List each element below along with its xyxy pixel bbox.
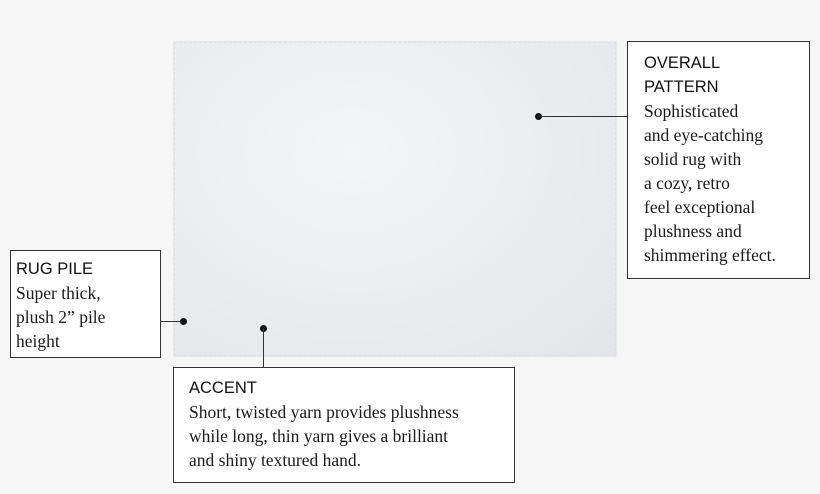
body-line: and shiny textured hand. (189, 450, 362, 470)
body-line: and eye-catching (644, 125, 764, 145)
heading-line: RUG PILE (16, 260, 94, 278)
body-line: while long, thin yarn gives a brilliant (189, 426, 449, 446)
heading-line: ACCENT (189, 379, 257, 397)
callout-heading (16, 257, 160, 281)
callout-heading (644, 51, 809, 99)
heading-line: OVERALL (644, 54, 721, 72)
body-line: plush 2” pile (16, 307, 106, 327)
rug-image (174, 42, 616, 356)
callout-rug-pile (10, 250, 161, 358)
body-line: shimmering effect. (644, 245, 776, 265)
body-line: plushness and (644, 221, 742, 241)
callout-overall-pattern (627, 41, 810, 279)
callout-body (644, 99, 809, 267)
body-line: Short, twisted yarn provides plushness (189, 402, 459, 422)
callout-heading (189, 376, 514, 400)
body-line: Sophisticated (644, 101, 739, 121)
callout-line-accent (263, 328, 264, 368)
callout-accent (173, 367, 515, 483)
callout-body (16, 281, 160, 353)
callout-line-rug-pile (160, 321, 182, 322)
callout-line-overall (538, 116, 627, 117)
body-line: solid rug with (644, 149, 742, 169)
body-line: Super thick, (16, 283, 101, 303)
heading-line: PATTERN (644, 78, 719, 96)
callout-body (189, 400, 514, 472)
body-line: feel exceptional (644, 197, 756, 217)
body-line: a cozy, retro (644, 173, 730, 193)
body-line: height (16, 331, 60, 351)
